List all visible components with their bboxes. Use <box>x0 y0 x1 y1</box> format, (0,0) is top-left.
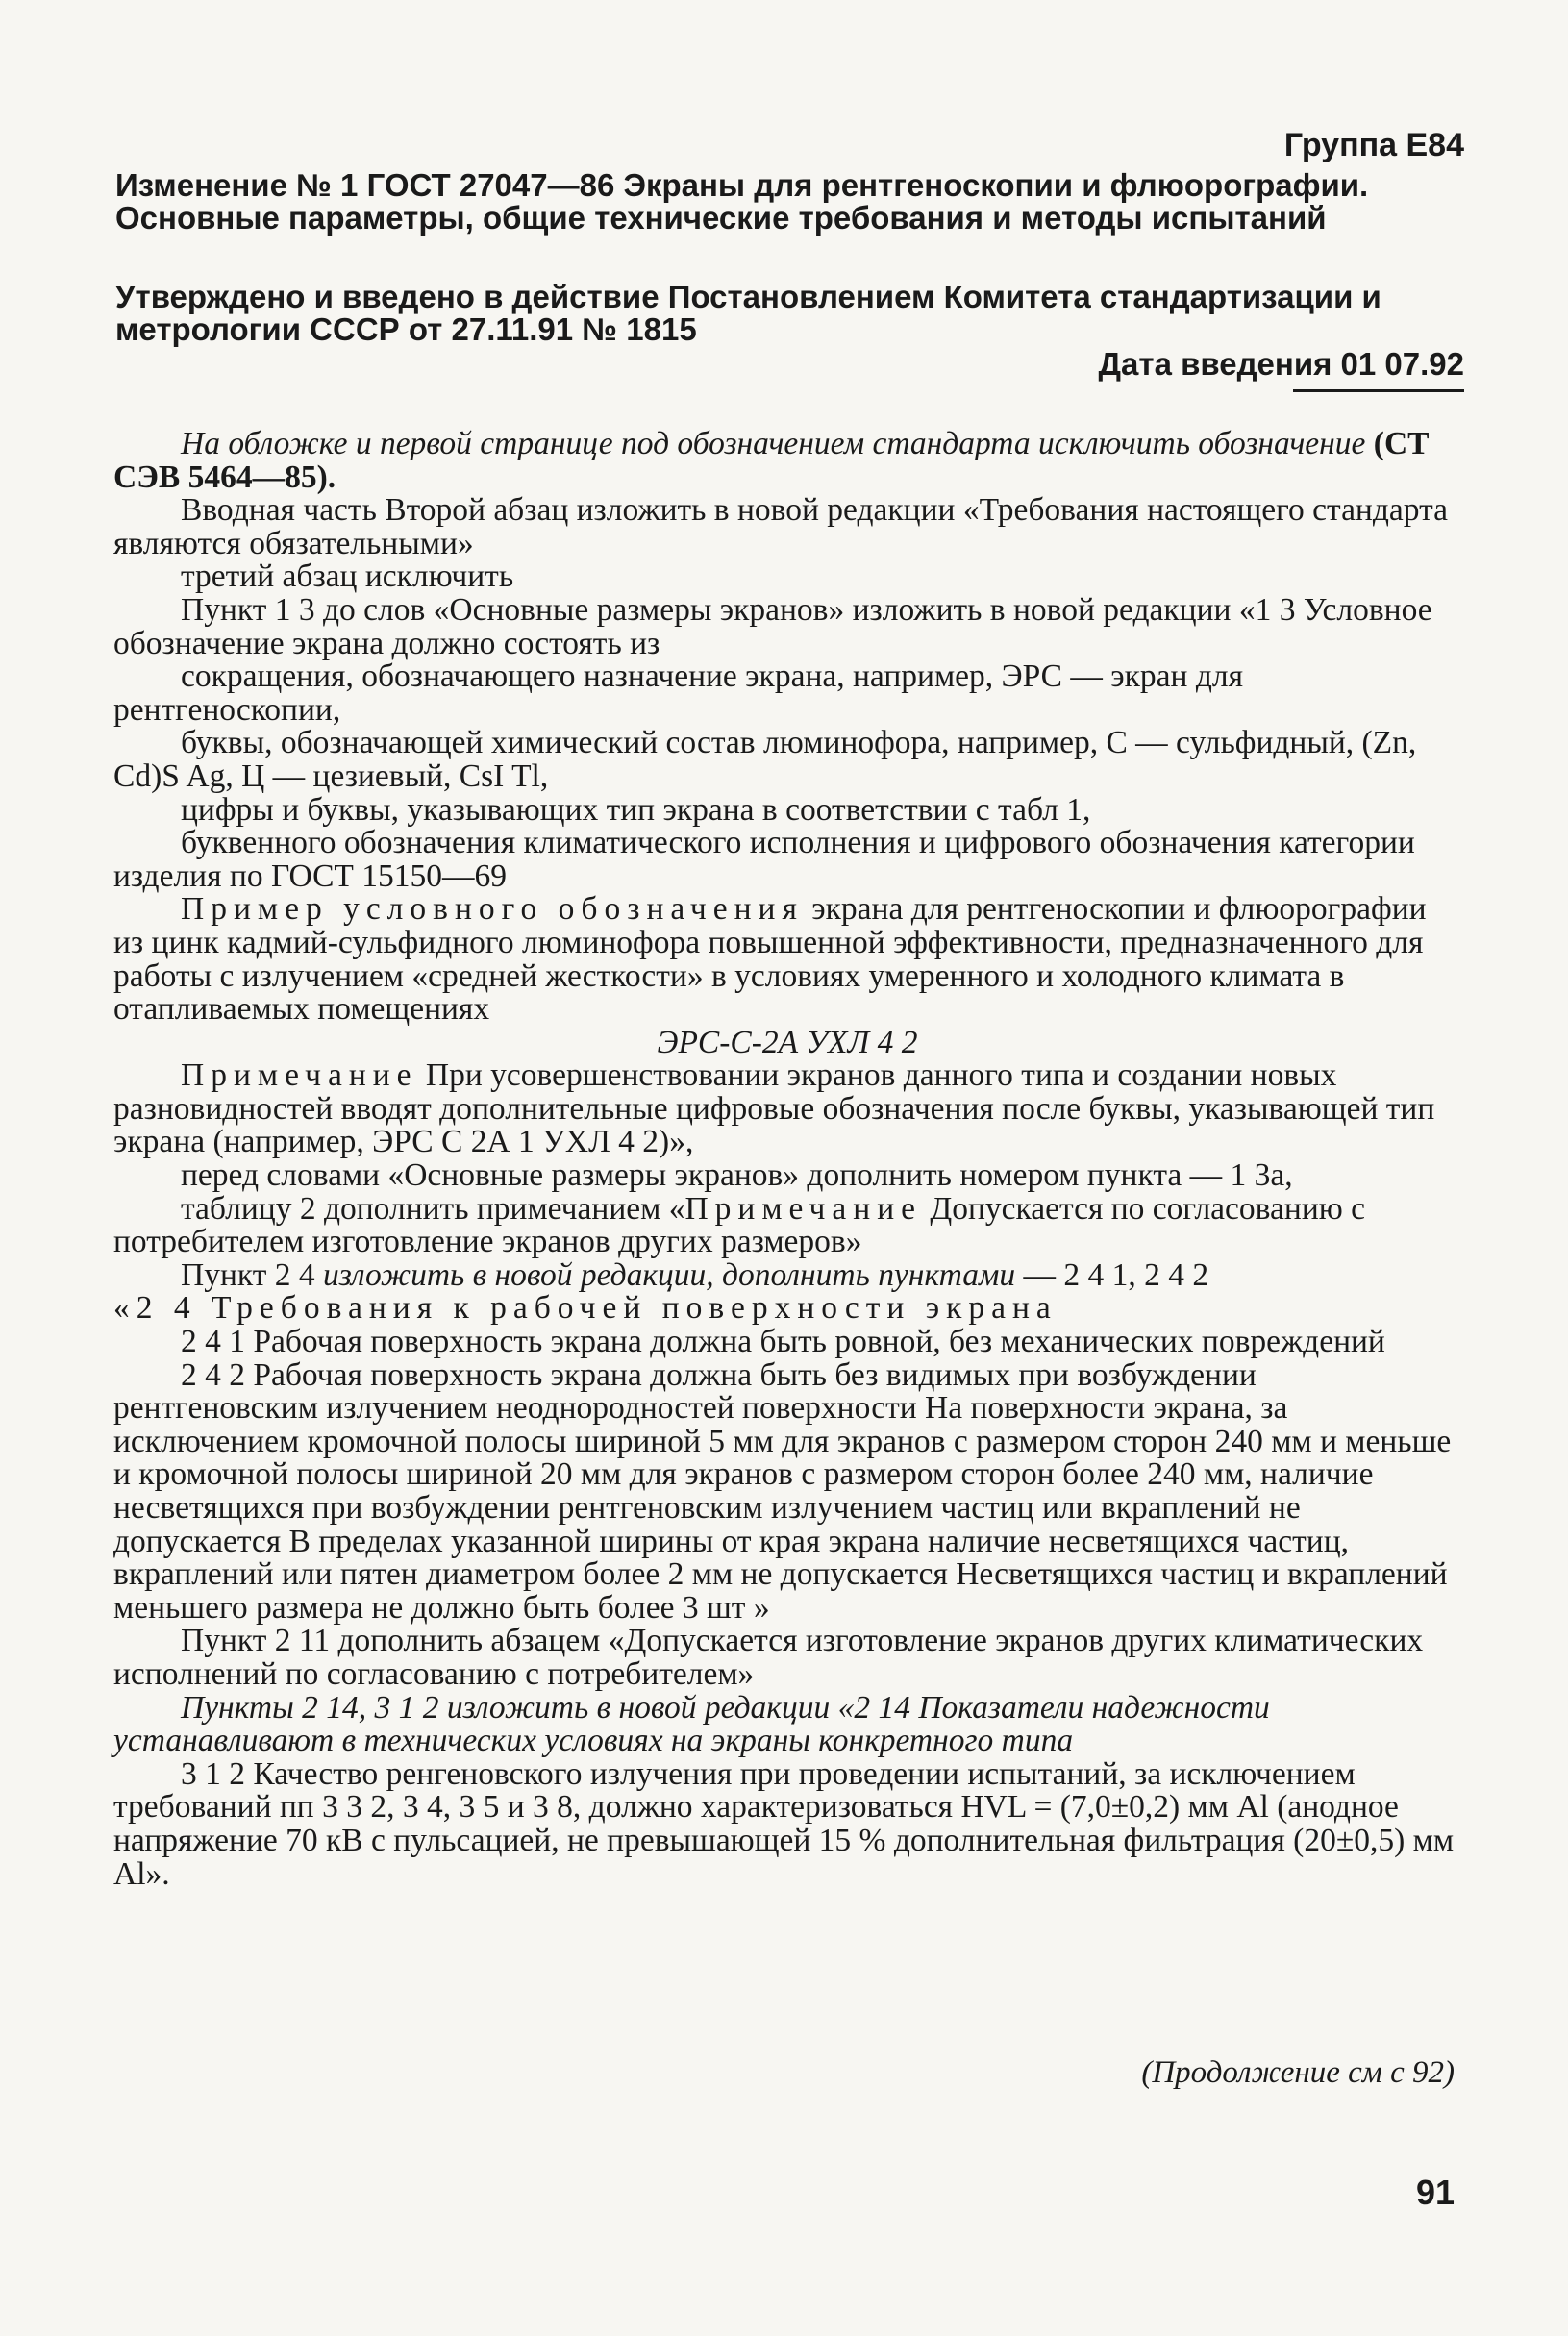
text: Пункты 2 14, 3 1 2 <box>181 1689 439 1726</box>
continuation-note: (Продолжение см с 92) <box>1141 2055 1455 2090</box>
paragraph: перед словами «Основные размеры экранов» дополнить номером пункта — 1 3а, <box>181 1157 1293 1194</box>
date-value: 01 07.92 <box>1340 346 1464 382</box>
text: изложить в новой редакции <box>446 1689 831 1726</box>
date-label: Дата введения <box>1098 346 1332 382</box>
text: Примечание <box>181 1057 418 1094</box>
paragraph: буквенного обозначения климатического исполнения и цифрового обозначения категории изделия по ГОСТ 15150—69 <box>113 825 1415 894</box>
text: При усовершенствовании экранов данного типа и создании новых разновидностей вводят дополнительные цифровые обозначения после буквы, указывающей тип экрана (например, ЭРС С 2А 1 УХЛ 4 2)», <box>113 1057 1435 1160</box>
approval-statement: Утверждено и введено в действие Постановлением Комитета стандартизации и метрологии СССР от 27.11.91 № 1815 <box>115 279 1381 347</box>
text: Примечание <box>684 1190 922 1227</box>
paragraph: Пункт 1 3 до слов «Основные размеры экранов» изложить в новой редакции «1 3 Условное обозначение экрана должно состоять из <box>113 591 1432 661</box>
paragraph: третий абзац исключить <box>181 559 514 595</box>
text: таблицу 2 дополнить примечанием « <box>181 1190 685 1227</box>
paragraph <box>113 1059 1461 1159</box>
paragraph: Пункт 2 11 дополнить абзацем «Допускается изготовление экранов других климатических исполнений по согласованию с потребителем» <box>113 1623 1424 1692</box>
paragraph <box>113 1689 1461 1759</box>
designation-example: ЭРС-С-2А УХЛ 4 2 <box>657 1024 918 1060</box>
text: изложить в новой редакции, дополнить пунктами <box>322 1256 1016 1293</box>
group-code: Группа Е84 <box>1283 127 1464 163</box>
text: (СТ СЭВ 5464—85). <box>113 426 1430 495</box>
page-number: 91 <box>1415 2173 1455 2212</box>
amendment-body <box>113 428 1461 1891</box>
date-underline <box>1293 389 1464 392</box>
text: Допускается по согласованию с потребителем изготовление экранов других размеров» <box>113 1190 1366 1260</box>
text: «2 14 Показатели надежности устанавливают в технических условиях на экраны конкретного типа <box>113 1689 1270 1759</box>
paragraph <box>113 428 1461 494</box>
text: Пример условного обозначения <box>181 891 804 928</box>
paragraph: Вводная часть Второй абзац изложить в новой редакции «Требования настоящего стандарта являются обязательными» <box>113 492 1448 561</box>
paragraph <box>113 1256 1461 1293</box>
introduction-date <box>1099 346 1464 383</box>
text: На обложке и первой странице под обозначением стандарта исключить обозначение <box>181 426 1366 461</box>
paragraph: «2 4 Требования к рабочей поверхности экрана <box>113 1290 1058 1327</box>
text: Пункт 2 4 <box>181 1256 315 1293</box>
paragraph: 3 1 2 Качество ренгеновского излучения при проведении испытаний, за исключением требований пп 3 3 2, 3 4, 3 5 и 3 8, должно характеризоваться HVL = (7,0±0,2) мм Al (анодное напряжение 70 кВ с пульсацией, не превышающей 15 % дополнительная фильтрация (20±0,5) мм Al». <box>113 1755 1455 1892</box>
paragraph <box>113 1190 1461 1260</box>
text: экрана для рентгеноскопии и флюорографии из цинк кадмий-сульфидного люминофора повышенной эффективности, предназначенного для работы с излучением «средней жесткости» в условиях умеренного и холодного климата в отапливаемых помещениях <box>113 891 1427 1028</box>
amendment-title: Изменение № 1 ГОСТ 27047—86 Экраны для рентгеноскопии и флюорографии. Основные параметры, общие технические требования и методы испытаний <box>115 167 1369 236</box>
paragraph: цифры и буквы, указывающих тип экрана в соответствии с табл 1, <box>181 791 1091 828</box>
paragraph: буквы, обозначающей химический состав люминофора, например, С — сульфидный, (Zn, Cd)S Ag, Ц — цезиевый, CsI Tl, <box>113 725 1417 794</box>
paragraph: 2 4 1 Рабочая поверхность экрана должна быть ровной, без механических повреждений <box>181 1324 1385 1360</box>
paragraph <box>113 893 1461 1026</box>
text: — 2 4 1, 2 4 2 <box>1023 1256 1209 1293</box>
paragraph: сокращения, обозначающего назначение экрана, например, ЭРС — экран для рентгеноскопии, <box>113 659 1244 728</box>
paragraph: 2 4 2 Рабочая поверхность экрана должна быть без видимых при возбуждении рентгеновским излучением неоднородностей поверхности На поверхности экрана, за исключением кромочной полосы шириной 5 мм для экранов с размером сторон 240 мм и меньше и кромочной полосы шириной 20 мм для экранов с размером сторон более 240 мм, наличие несветящихся при возбуждении рентгеновским излучением частиц или вкраплений не допускается В пределах указанной ширины от края экрана наличие несветящихся частиц, вкраплений или пятен диаметром более 2 мм не допускается Несветящихся частиц и вкраплений меньшего размера не должно быть более 3 шт » <box>113 1356 1452 1626</box>
